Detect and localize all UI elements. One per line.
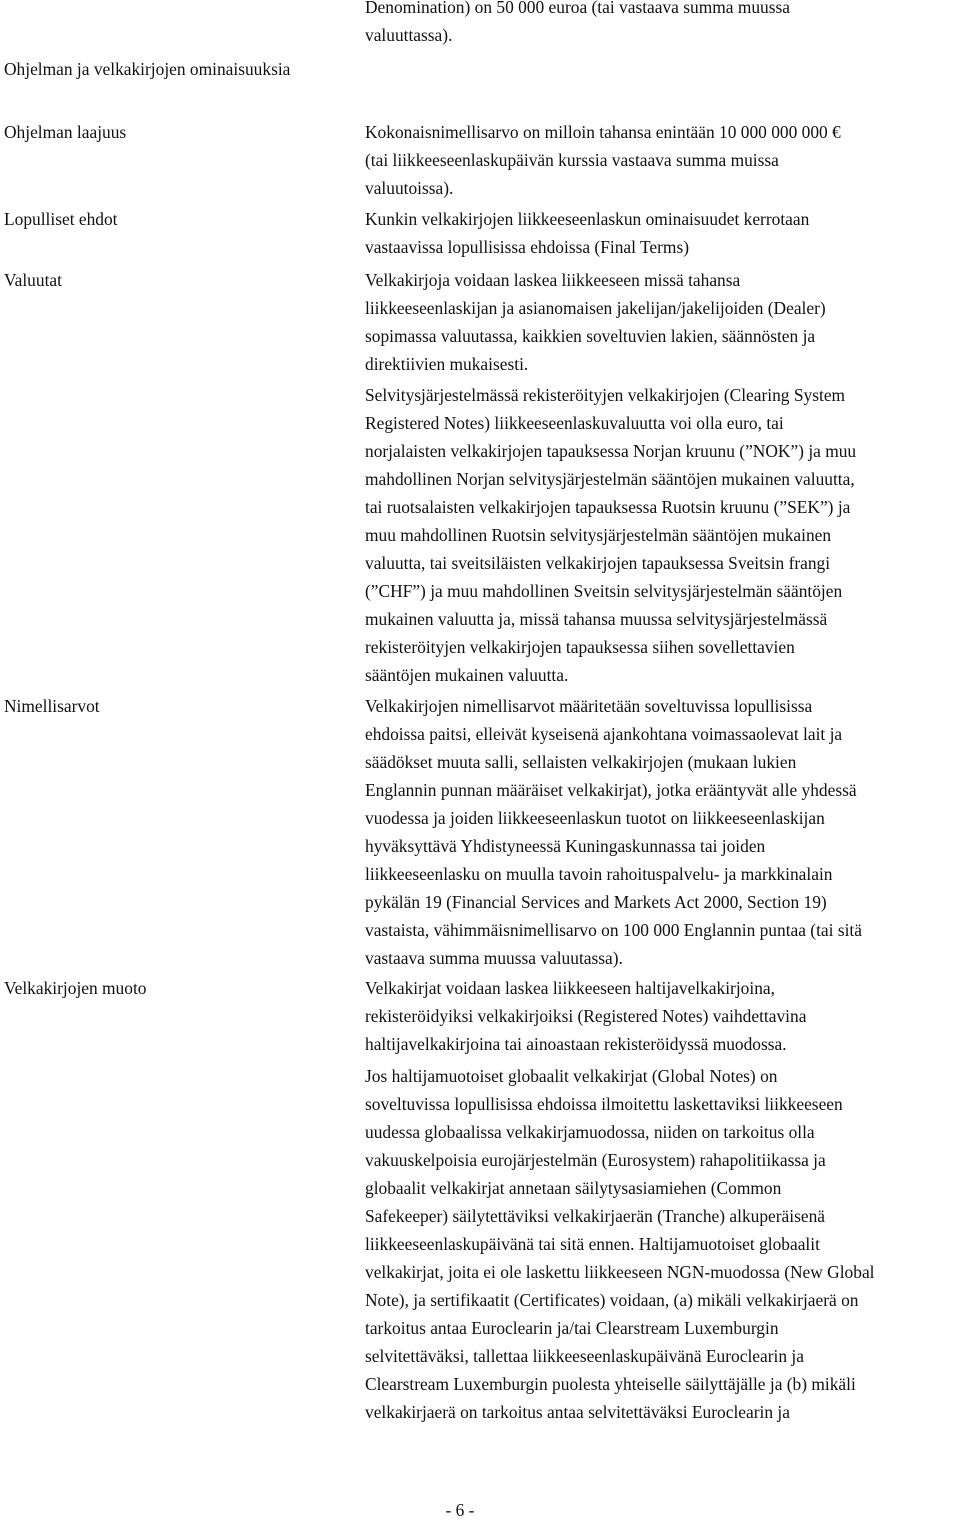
text-line: muu mahdollinen Ruotsin selvitysjärjestelmän sääntöjen mukainen xyxy=(365,525,832,545)
text-line: soveltuvissa lopullisissa ehdoissa ilmoitettu laskettaviksi liikkeeseen xyxy=(365,1094,843,1114)
label-ohjelman-laajuus: Ohjelman laajuus xyxy=(4,122,127,142)
text-line: sopimassa valuutassa, kaikkien soveltuvien lakien, säännösten ja xyxy=(365,326,816,346)
top-continuation-text xyxy=(365,0,960,49)
text-line: norjalaisten velkakirjojen tapauksessa Norjan kruunu (”NOK”) ja muu xyxy=(365,441,857,461)
text-line: velkakirjaerä on tarkoitus antaa selvitettäväksi Euroclearin ja xyxy=(365,1402,790,1422)
text-line: velkakirjat, joita ei ole laskettu liikkeeseen NGN-muodossa (New Global xyxy=(365,1262,875,1282)
text-line: (”CHF”) ja muu mahdollinen Sveitsin selvitysjärjestelmän sääntöjen xyxy=(365,581,843,601)
text-line: Registered Notes) liikkeeseenlaskuvaluutta voi olla euro, tai xyxy=(365,413,784,433)
text-line: valuutoissa). xyxy=(365,178,454,198)
text-line: Velkakirjoja voidaan laskea liikkeeseen missä tahansa xyxy=(365,270,741,290)
text-line: valuutta, tai sveitsiläisten velkakirjojen tapauksessa Sveitsin frangi xyxy=(365,553,831,573)
text-line: säädökset muuta salli, sellaisten velkakirjojen (mukaan lukien xyxy=(365,752,797,772)
text-line: (tai liikkeeseenlaskupäivän kurssia vastaava summa muissa xyxy=(365,150,779,170)
text-line: liikkeeseenlasku on muulla tavoin rahoituspalvelu- ja markkinalain xyxy=(365,864,833,884)
text-line: rekisteröidyiksi velkakirjoiksi (Registered Notes) vaihdettavina xyxy=(365,1006,807,1026)
text-line: Velkakirjat voidaan laskea liikkeeseen haltijavelkakirjoina, xyxy=(365,978,775,998)
label-nimellisarvot: Nimellisarvot xyxy=(4,696,100,716)
text-line: Selvitysjärjestelmässä rekisteröityjen velkakirjojen (Clearing System xyxy=(365,385,846,405)
text-nimellisarvot xyxy=(365,692,960,972)
text-line: hyväksyttävä Yhdistyneessä Kuningaskunnassa tai joiden xyxy=(365,836,766,856)
text-line: liikkeeseenlaskijan ja asianomaisen jakelijan/jakelijoiden (Dealer) xyxy=(365,298,826,318)
text-line: haltijavelkakirjoina tai ainoastaan rekisteröidyssä muodossa. xyxy=(365,1034,787,1054)
text-line: Kunkin velkakirjojen liikkeeseenlaskun ominaisuudet kerrotaan xyxy=(365,209,810,229)
label-lopulliset-ehdot: Lopulliset ehdot xyxy=(4,209,118,229)
text-line: vakuuskelpoisia eurojärjestelmän (Eurosystem) rahapolitiikassa ja xyxy=(365,1150,826,1170)
text-line: Safekeeper) säilytettäviksi velkakirjaerän (Tranche) alkuperäisenä xyxy=(365,1206,826,1226)
text-line: Jos haltijamuotoiset globaalit velkakirjat (Global Notes) on xyxy=(365,1066,778,1086)
label-velkakirjojen-muoto: Velkakirjojen muoto xyxy=(4,978,147,998)
text-line: Englannin punnan määräiset velkakirjat), jotka erääntyvät alle yhdessä xyxy=(365,780,857,800)
text-line: ehdoissa paitsi, elleivät kyseisenä ajankohtana voimassaolevat lait ja xyxy=(365,724,843,744)
text-valuutat-p2 xyxy=(365,381,960,689)
text-lopulliset-ehdot xyxy=(365,205,960,261)
text-line: uudessa globaalissa velkakirjamuodossa, niiden on tarkoitus olla xyxy=(365,1122,815,1142)
text-velkakirjojen-muoto-p1 xyxy=(365,974,960,1058)
text-line: Denomination) on 50 000 euroa (tai vastaava summa muussa xyxy=(365,0,791,17)
text-line: globaalit velkakirjat annetaan säilytysasiamiehen (Common xyxy=(365,1178,782,1198)
text-line: sääntöjen mukainen valuutta. xyxy=(365,665,569,685)
text-line: Kokonaisnimellisarvo on milloin tahansa enintään 10 000 000 000 € xyxy=(365,122,841,142)
text-line: vastaista, vähimmäisnimellisarvo on 100 000 Englannin puntaa (tai sitä xyxy=(365,920,862,940)
text-line: vastaava summa muussa valuutassa). xyxy=(365,948,623,968)
text-line: mahdollinen Norjan selvitysjärjestelmän sääntöjen mukainen valuutta, xyxy=(365,469,855,489)
text-line: Clearstream Luxemburgin puolesta yhteiselle säilyttäjälle ja (b) mikäli xyxy=(365,1374,856,1394)
text-line: selvitettäväksi, tallettaa liikkeeseenlaskupäivänä Euroclearin ja xyxy=(365,1346,804,1366)
text-valuutat-p1 xyxy=(365,266,960,378)
text-velkakirjojen-muoto-p2 xyxy=(365,1062,960,1426)
text-line: liikkeeseenlaskupäivänä tai sitä ennen. Haltijamuotoiset globaalit xyxy=(365,1234,820,1254)
text-line: tai ruotsalaisten velkakirjojen tapauksessa Ruotsin kruunu (”SEK”) ja xyxy=(365,497,851,517)
text-line: rekisteröityjen velkakirjojen tapauksessa siihen sovellettavien xyxy=(365,637,795,657)
text-line: mukainen valuutta ja, missä tahansa muussa selvitysjärjestelmässä xyxy=(365,609,828,629)
text-line: valuuttassa). xyxy=(365,25,453,45)
section-heading: Ohjelman ja velkakirjojen ominaisuuksia xyxy=(4,59,291,79)
label-valuutat: Valuutat xyxy=(4,270,62,290)
text-line: tarkoitus antaa Euroclearin ja/tai Clearstream Luxemburgin xyxy=(365,1318,779,1338)
text-line: pykälän 19 (Financial Services and Markets Act 2000, Section 19) xyxy=(365,892,827,912)
text-line: Velkakirjojen nimellisarvot määritetään soveltuvissa lopullisissa xyxy=(365,696,813,716)
text-ohjelman-laajuus xyxy=(365,118,960,202)
text-line: direktiivien mukaisesti. xyxy=(365,354,529,374)
text-line: Note), ja sertifikaatit (Certificates) voidaan, (a) mikäli velkakirjaerä on xyxy=(365,1290,859,1310)
text-line: vuodessa ja joiden liikkeeseenlaskun tuotot on liikkeeseenlaskijan xyxy=(365,808,825,828)
page-number: - 6 - xyxy=(445,1500,475,1520)
text-line: vastaavissa lopullisissa ehdoissa (Final Terms) xyxy=(365,237,690,257)
